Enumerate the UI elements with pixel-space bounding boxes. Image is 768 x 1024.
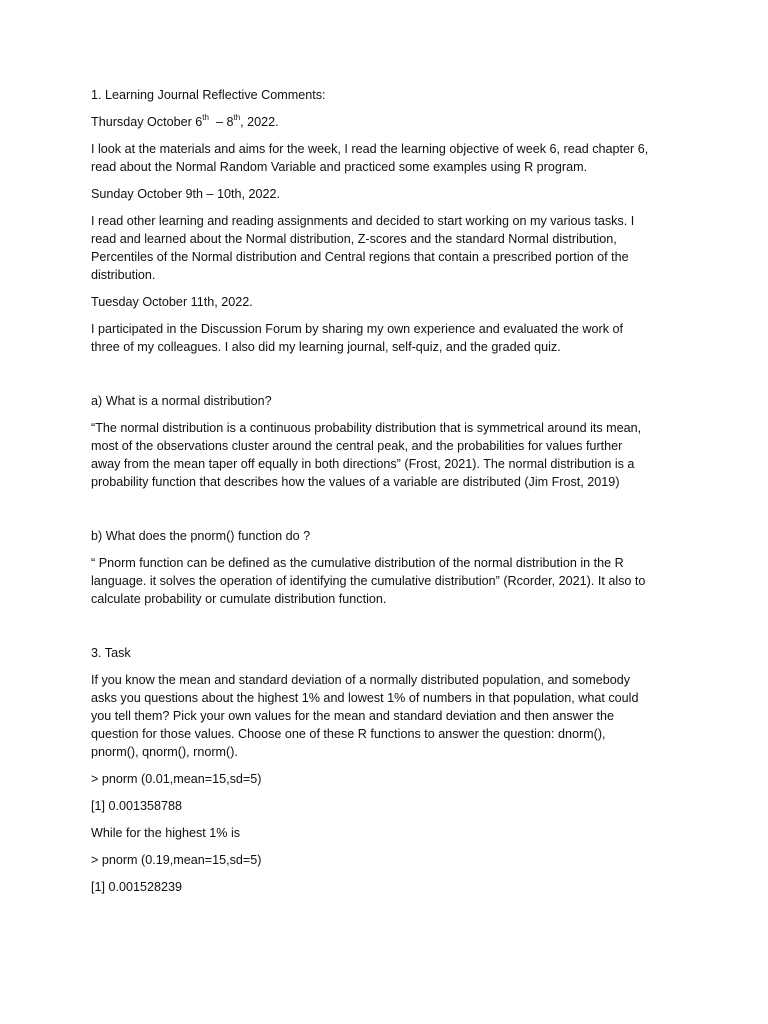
text-line: language. it solves the operation of identifying the cumulative distribution” (Rcorder, 2021). It also to [91,574,646,588]
text-line: three of my colleagues. I also did my learning journal, self-quiz, and the graded quiz. [91,340,561,354]
text-line: Percentiles of the Normal distribution and Central regions that contain a prescribed portion of the [91,250,629,264]
task-heading: 3. Task [91,646,131,660]
ordinal-suffix: th [202,112,209,122]
text-line: I participated in the Discussion Forum by sharing my own experience and evaluated the work of [91,322,624,336]
text-line: probability function that describes how the values of a variable are distributed (Jim Frost, 2019) [91,475,620,489]
question-b-answer [91,554,691,608]
text-line: question for those values. Choose one of these R functions to answer the question: dnorm(), [91,727,606,741]
question-a-heading: a) What is a normal distribution? [91,394,272,408]
text-line: pnorm(), qnorm(), rnorm(). [91,745,238,759]
question-a-answer [91,419,691,491]
date-text: – 8 [208,115,234,129]
text-line: distribution. [91,268,156,282]
text-line: “The normal distribution is a continuous probability distribution that is symmetrical around its mean, [91,421,642,435]
text-line: I read other learning and reading assignments and decided to start working on my various tasks. I [91,214,635,228]
text-line: read and learned about the Normal distribution, Z-scores and the standard Normal distribution, [91,232,617,246]
text-line: calculate probability or cumulate distribution function. [91,592,387,606]
entry-paragraph-sunday [91,212,691,284]
text-line: “ Pnorm function can be defined as the cumulative distribution of the normal distribution in the R [91,556,624,570]
journal-heading: 1. Learning Journal Reflective Comments: [91,88,326,102]
entry-paragraph-tuesday [91,320,691,356]
text-line: read about the Normal Random Variable and practiced some examples using R program. [91,160,588,174]
entry-date-sunday: Sunday October 9th – 10th, 2022. [91,187,281,201]
r-code-lowest: > pnorm (0.01,mean=15,sd=5) [91,772,262,786]
text-line: I look at the materials and aims for the week, I read the learning objective of week 6, read chapter 6, [91,142,649,156]
text-line: most of the observations cluster around the central peak, and the probabilities for values further [91,439,623,453]
date-text: , 2022. [240,115,279,129]
ordinal-suffix: th [233,112,241,122]
highest-label: While for the highest 1% is [91,826,241,840]
text-line: you tell them? Pick your own values for the mean and standard deviation and then answer the [91,709,614,723]
text-line: If you know the mean and standard deviation of a normally distributed population, and somebody [91,673,631,687]
entry-date-tuesday: Tuesday October 11th, 2022. [91,295,253,309]
r-output-highest: [1] 0.001528239 [91,880,183,894]
date-text: Thursday October 6 [91,115,203,129]
r-output-lowest: [1] 0.001358788 [91,799,183,813]
text-line: away from the mean taper off equally in both directions” (Frost, 2021). The normal distribution is a [91,457,635,471]
entry-paragraph-thursday [91,140,691,176]
text-line: asks you questions about the highest 1% and lowest 1% of numbers in that population, what could [91,691,639,705]
question-b-heading: b) What does the pnorm() function do ? [91,529,311,543]
task-description [91,671,691,761]
entry-date-thursday [91,113,691,131]
r-code-highest: > pnorm (0.19,mean=15,sd=5) [91,853,262,867]
